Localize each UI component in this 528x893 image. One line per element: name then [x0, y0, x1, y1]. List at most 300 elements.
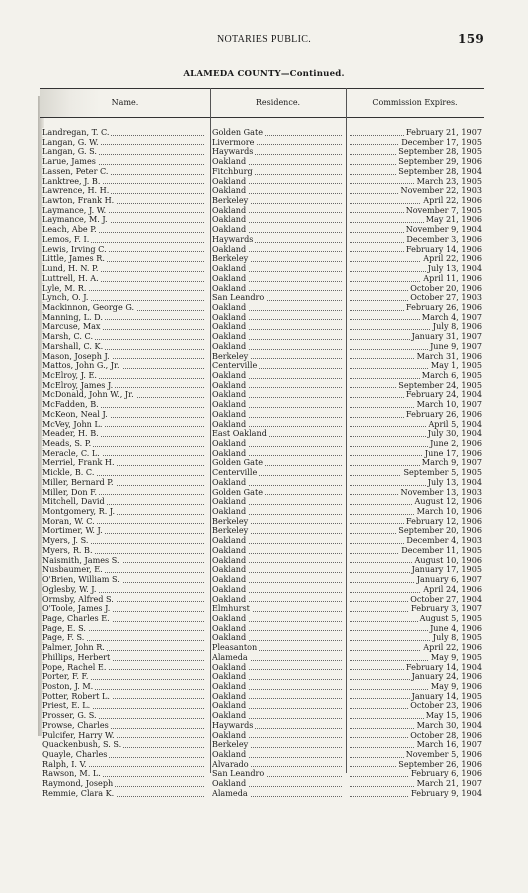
cell-name [42, 254, 206, 264]
cell-residence [212, 147, 344, 157]
cell-name [42, 400, 206, 410]
cell-expires [348, 235, 482, 245]
table-row [40, 342, 484, 352]
cell-name [42, 274, 206, 284]
table-row [40, 400, 484, 410]
cell-residence [212, 750, 344, 760]
cell-expires-text: October 20, 1906 [410, 283, 482, 293]
cell-name-text: Meader, H. B. [42, 429, 99, 439]
cell-expires [348, 546, 482, 556]
cell-residence-text: Oakland [212, 439, 247, 448]
table-row [40, 721, 484, 731]
table-row [40, 449, 484, 459]
cell-name [42, 196, 206, 206]
cell-name-text: Remmie, Clara K. [42, 788, 115, 798]
cell-residence [212, 653, 344, 663]
cell-residence [212, 575, 344, 585]
cell-residence [212, 420, 344, 430]
cell-expires [348, 585, 482, 595]
table-row [40, 760, 484, 770]
cell-residence [212, 633, 344, 643]
cell-residence-text: Oakland [212, 419, 247, 429]
cell-name [42, 633, 206, 643]
cell-name [42, 789, 206, 799]
cell-residence-text: Oakland [212, 750, 247, 759]
cell-name-text: Montgomery, R. J. [42, 507, 116, 517]
table-row [40, 284, 484, 294]
cell-residence-text: Oakland [212, 341, 247, 351]
cell-name-text: McElroy, James J. [42, 380, 114, 390]
cell-expires [348, 731, 482, 741]
cell-residence-text: Berkeley [212, 526, 249, 536]
cell-expires-text: October 27, 1903 [410, 293, 482, 303]
table-row [40, 128, 484, 138]
cell-residence [212, 769, 344, 779]
cell-expires-text: December 11, 1905 [401, 545, 482, 555]
cell-residence-text: Berkeley [212, 516, 249, 526]
cell-name [42, 313, 206, 323]
cell-expires [348, 177, 482, 187]
table-row [40, 147, 484, 157]
cell-residence-text: Oakland [212, 681, 247, 691]
cell-residence-text: Oakland [212, 390, 247, 400]
cell-name [42, 157, 206, 167]
cell-residence [212, 215, 344, 225]
cell-name-text: Raymond, Joseph [42, 779, 114, 789]
table-row [40, 254, 484, 264]
cell-expires [348, 381, 482, 391]
cell-name-text: Pulcifer, Harry W. [42, 730, 115, 740]
cell-name-text: Quayle, Charles [42, 750, 108, 759]
cell-expires-text: June 2, 1906 [430, 439, 482, 448]
cell-expires [348, 779, 482, 789]
cell-name [42, 235, 206, 245]
cell-residence-text: Oakland [212, 380, 247, 390]
table-row [40, 157, 484, 167]
cell-residence [212, 624, 344, 634]
cell-expires-text: January 31, 1907 [411, 332, 482, 342]
page-header [0, 34, 528, 50]
cell-name [42, 488, 206, 498]
cell-expires-text: August 5, 1905 [419, 613, 482, 623]
cell-residence [212, 352, 344, 362]
cell-name [42, 536, 206, 546]
cell-name [42, 740, 206, 750]
cell-expires-text: September 5, 1905 [403, 468, 482, 478]
table-row [40, 556, 484, 566]
cell-residence [212, 779, 344, 789]
cell-name-text: Nusbaumer, E. [42, 565, 103, 575]
cell-name-text: Prowse, Charles [42, 720, 109, 730]
cell-name-text: Lynch, O. J. [42, 293, 89, 303]
cell-expires [348, 614, 482, 624]
cell-expires-text: May 9, 1906 [430, 681, 482, 691]
cell-name-text: Lanktree, J. B. [42, 176, 101, 186]
cell-name-text: Lund, H. N. P. [42, 264, 99, 274]
cell-expires-text: August 12, 1906 [414, 497, 482, 507]
cell-expires [348, 371, 482, 381]
cell-name-text: Lawton, Frank H. [42, 196, 115, 206]
cell-expires [348, 575, 482, 585]
cell-name [42, 390, 206, 400]
table-row [40, 235, 484, 245]
cell-residence-text: Berkeley [212, 254, 249, 264]
cell-name [42, 760, 206, 770]
cell-residence [212, 721, 344, 731]
cell-residence [212, 225, 344, 235]
cell-expires-text: May 9, 1905 [430, 652, 482, 662]
table-row [40, 274, 484, 284]
cell-residence [212, 643, 344, 653]
cell-name [42, 643, 206, 653]
table-row [40, 488, 484, 498]
cell-residence [212, 565, 344, 575]
cell-residence-text: Oakland [212, 176, 247, 186]
cell-residence-text: Oakland [212, 623, 247, 633]
cell-residence-text: Oakland [212, 497, 247, 507]
cell-residence-text: Oakland [212, 273, 247, 283]
table-row [40, 206, 484, 216]
cell-name [42, 332, 206, 342]
cell-name-text: Meracle, C. L. [42, 448, 100, 458]
cell-name-text: Poston, J. M. [42, 681, 94, 691]
cell-name [42, 342, 206, 352]
cell-residence [212, 458, 344, 468]
cell-name [42, 507, 206, 517]
cell-name-text: Oglesby, W. J. [42, 584, 97, 594]
cell-name-text: Lawrence, H. H. [42, 186, 110, 196]
cell-name [42, 371, 206, 381]
cell-residence-text: Oakland [212, 244, 247, 254]
cell-residence-text: Oakland [212, 613, 247, 623]
cell-expires-text: March 10, 1907 [416, 400, 482, 410]
cell-expires [348, 458, 482, 468]
cell-name-text: Langan, G. S. [42, 147, 97, 157]
cell-name-text: Prosser, G. S. [42, 711, 97, 721]
cell-residence-text: Oakland [212, 157, 247, 167]
table-row [40, 536, 484, 546]
cell-name-text: Laymance, J. W. [42, 205, 107, 215]
cell-name [42, 701, 206, 711]
cell-expires [348, 390, 482, 400]
cell-residence-text: Oakland [212, 205, 247, 215]
cell-expires-text: April 11, 1906 [423, 273, 482, 283]
cell-name [42, 284, 206, 294]
cell-expires-text: September 24, 1905 [398, 380, 482, 390]
cell-expires [348, 245, 482, 255]
cell-name [42, 663, 206, 673]
cell-expires [348, 526, 482, 536]
cell-expires [348, 565, 482, 575]
cell-residence [212, 128, 344, 138]
cell-expires-text: February 12, 1906 [405, 516, 482, 526]
table-row [40, 390, 484, 400]
cell-expires [348, 352, 482, 362]
cell-expires-text: December 3, 1906 [406, 234, 482, 244]
cell-residence [212, 439, 344, 449]
table-row [40, 565, 484, 575]
cell-expires-text: February 3, 1907 [411, 604, 482, 614]
cell-expires-text: November 9, 1904 [405, 225, 482, 235]
table-row [40, 293, 484, 303]
cell-expires [348, 342, 482, 352]
cell-expires [348, 701, 482, 711]
cell-name [42, 206, 206, 216]
cell-name [42, 138, 206, 148]
table-row [40, 225, 484, 235]
cell-expires [348, 313, 482, 323]
cell-name [42, 731, 206, 741]
cell-residence [212, 526, 344, 536]
cell-residence [212, 303, 344, 313]
cell-name [42, 420, 206, 430]
cell-name-text: Mickle, B. C. [42, 468, 95, 478]
cell-residence [212, 313, 344, 323]
cell-expires-text: October 28, 1906 [410, 730, 482, 740]
cell-expires-text: July 13, 1904 [427, 477, 482, 487]
cell-expires-text: January 14, 1905 [411, 691, 482, 701]
table-row [40, 313, 484, 323]
cell-expires [348, 167, 482, 177]
table-row [40, 177, 484, 187]
cell-residence [212, 507, 344, 517]
cell-name-text: Priest, E. L. [42, 701, 91, 711]
cell-expires-text: February 6, 1906 [411, 769, 482, 779]
cell-expires [348, 410, 482, 420]
table-row [40, 711, 484, 721]
column-header-expires: Commission Expires. [372, 98, 458, 107]
cell-name-text: Leach, Abe P. [42, 225, 97, 235]
cell-residence [212, 274, 344, 284]
cell-residence [212, 342, 344, 352]
cell-residence [212, 488, 344, 498]
table-row [40, 585, 484, 595]
cell-residence-text: Oakland [212, 264, 247, 274]
cell-expires-text: May 1, 1905 [430, 361, 482, 371]
cell-expires-text: September 29, 1906 [398, 157, 482, 167]
cell-expires-text: February 21, 1907 [405, 128, 482, 137]
cell-name-text: Miller, Bernard P. [42, 477, 114, 487]
cell-residence [212, 245, 344, 255]
cell-name-text: Pope, Rachel E. [42, 662, 107, 672]
cell-residence [212, 595, 344, 605]
cell-expires [348, 254, 482, 264]
cell-name [42, 750, 206, 760]
cell-residence [212, 497, 344, 507]
cell-expires [348, 789, 482, 799]
cell-expires-text: December 17, 1905 [401, 137, 482, 147]
cell-expires [348, 536, 482, 546]
cell-residence [212, 400, 344, 410]
cell-residence-text: Oakland [212, 672, 247, 682]
table-row [40, 264, 484, 274]
table-header [40, 88, 484, 118]
table-row [40, 653, 484, 663]
table-row [40, 215, 484, 225]
table-row [40, 410, 484, 420]
cell-residence-text: Alameda [212, 788, 248, 798]
cell-name-text: McVey, John L. [42, 419, 103, 429]
cell-name-text: Palmer, John R. [42, 643, 105, 653]
cell-expires-text: July 8, 1906 [432, 322, 482, 332]
notary-table [40, 88, 484, 799]
cell-expires-text: April 22, 1906 [423, 196, 482, 206]
cell-name [42, 458, 206, 468]
cell-name [42, 293, 206, 303]
cell-residence-text: Oakland [212, 691, 247, 701]
cell-name-text: Marsh, C. C. [42, 332, 94, 342]
cell-name [42, 595, 206, 605]
cell-residence-text: Elmhurst [212, 604, 250, 614]
cell-residence-text: Oakland [212, 400, 247, 410]
cell-name [42, 429, 206, 439]
cell-expires [348, 692, 482, 702]
cell-name [42, 478, 206, 488]
cell-expires [348, 507, 482, 517]
table-row [40, 478, 484, 488]
cell-name-text: Marshall, C. K. [42, 341, 104, 351]
cell-name-text: Langan, G. W. [42, 137, 99, 147]
table-row [40, 643, 484, 653]
cell-name-text: Lyle, M. R. [42, 283, 87, 293]
cell-residence [212, 536, 344, 546]
cell-name [42, 711, 206, 721]
cell-expires [348, 769, 482, 779]
cell-name [42, 692, 206, 702]
cell-residence-text: Oakland [212, 409, 247, 419]
cell-name-text: Lassen, Peter C. [42, 166, 109, 176]
cell-residence [212, 468, 344, 478]
column-divider [210, 88, 211, 773]
cell-residence [212, 293, 344, 303]
table-row [40, 526, 484, 536]
cell-residence-text: Oakland [212, 575, 247, 585]
cell-residence-text: Oakland [212, 370, 247, 380]
cell-name-text: Page, E. S. [42, 623, 86, 633]
cell-residence-text: Oakland [212, 545, 247, 555]
cell-name [42, 575, 206, 585]
cell-residence-text: Oakland [212, 477, 247, 487]
cell-residence-text: Pleasanton [212, 643, 258, 653]
cell-expires-text: November 13, 1903 [400, 487, 482, 497]
cell-residence [212, 254, 344, 264]
cell-expires-text: March 21, 1907 [416, 779, 482, 789]
cell-name [42, 565, 206, 575]
cell-residence-text: Fitchburg [212, 166, 253, 176]
cell-expires-text: September 28, 1904 [398, 166, 482, 176]
cell-residence-text: Berkeley [212, 196, 249, 206]
cell-residence [212, 701, 344, 711]
cell-residence-text: Oakland [212, 662, 247, 672]
cell-name-text: McDonald, John W., Jr. [42, 390, 134, 400]
cell-expires-text: July 13, 1904 [427, 264, 482, 274]
cell-residence [212, 177, 344, 187]
cell-expires [348, 284, 482, 294]
cell-expires [348, 624, 482, 634]
table-row [40, 546, 484, 556]
cell-expires-text: September 28, 1905 [398, 147, 482, 157]
cell-residence [212, 206, 344, 216]
cell-residence [212, 546, 344, 556]
cell-residence [212, 284, 344, 294]
page-title: NOTARIES PUBLIC. [216, 34, 311, 45]
cell-name-text: Marcuse, Max [42, 322, 101, 332]
cell-name [42, 546, 206, 556]
cell-residence [212, 478, 344, 488]
cell-name [42, 352, 206, 362]
cell-residence [212, 711, 344, 721]
cell-name-text: Myers, R. B. [42, 545, 93, 555]
cell-expires-text: December 4, 1903 [406, 536, 482, 546]
cell-name [42, 604, 206, 614]
cell-name-text: Ralph, I. V. [42, 759, 87, 769]
table-row [40, 332, 484, 342]
cell-residence [212, 556, 344, 566]
cell-expires-text: April 24, 1906 [423, 584, 482, 594]
table-row [40, 672, 484, 682]
table-row [40, 186, 484, 196]
cell-expires [348, 449, 482, 459]
cell-expires [348, 196, 482, 206]
cell-expires-text: June 9, 1907 [430, 341, 482, 351]
cell-expires [348, 497, 482, 507]
cell-residence-text: Haywards [212, 720, 254, 730]
cell-name-text: McKeon, Neal J. [42, 409, 108, 419]
cell-residence-text: Centerville [212, 468, 258, 478]
cell-residence [212, 682, 344, 692]
cell-name-text: Naismith, James S. [42, 555, 120, 565]
cell-residence-text: Oakland [212, 584, 247, 594]
cell-residence [212, 167, 344, 177]
cell-name [42, 614, 206, 624]
cell-residence [212, 604, 344, 614]
cell-expires [348, 439, 482, 449]
cell-name-text: Miller, Don F. [42, 487, 98, 497]
table-row [40, 595, 484, 605]
cell-name-text: Laymance, M. J. [42, 215, 108, 225]
cell-residence-text: Oakland [212, 302, 247, 312]
table-row [40, 614, 484, 624]
table-row [40, 381, 484, 391]
cell-expires [348, 429, 482, 439]
cell-name-text: Rawson, M. L. [42, 769, 101, 779]
table-row [40, 458, 484, 468]
cell-expires-text: February 14, 1906 [405, 244, 482, 254]
cell-residence [212, 449, 344, 459]
table-row [40, 429, 484, 439]
cell-name-text: Mattos, John G., Jr. [42, 361, 120, 371]
cell-residence [212, 731, 344, 741]
cell-expires [348, 556, 482, 566]
cell-name-text: Quackenbush, S. S. [42, 740, 122, 750]
cell-name [42, 449, 206, 459]
cell-expires [348, 517, 482, 527]
cell-residence [212, 663, 344, 673]
cell-residence-text: San Leandro [212, 769, 265, 779]
cell-residence [212, 186, 344, 196]
cell-expires [348, 604, 482, 614]
cell-expires-text: February 24, 1904 [405, 390, 482, 400]
cell-name-text: O'Brien, William S. [42, 575, 120, 585]
cell-name-text: Manning, L. D. [42, 312, 103, 322]
table-row [40, 322, 484, 332]
cell-expires [348, 128, 482, 138]
cell-name [42, 410, 206, 420]
cell-residence-text: Golden Gate [212, 487, 264, 497]
cell-name-text: McFadden, B. [42, 400, 99, 410]
cell-residence-text: Oakland [212, 215, 247, 225]
cell-residence-text: Oakland [212, 332, 247, 342]
